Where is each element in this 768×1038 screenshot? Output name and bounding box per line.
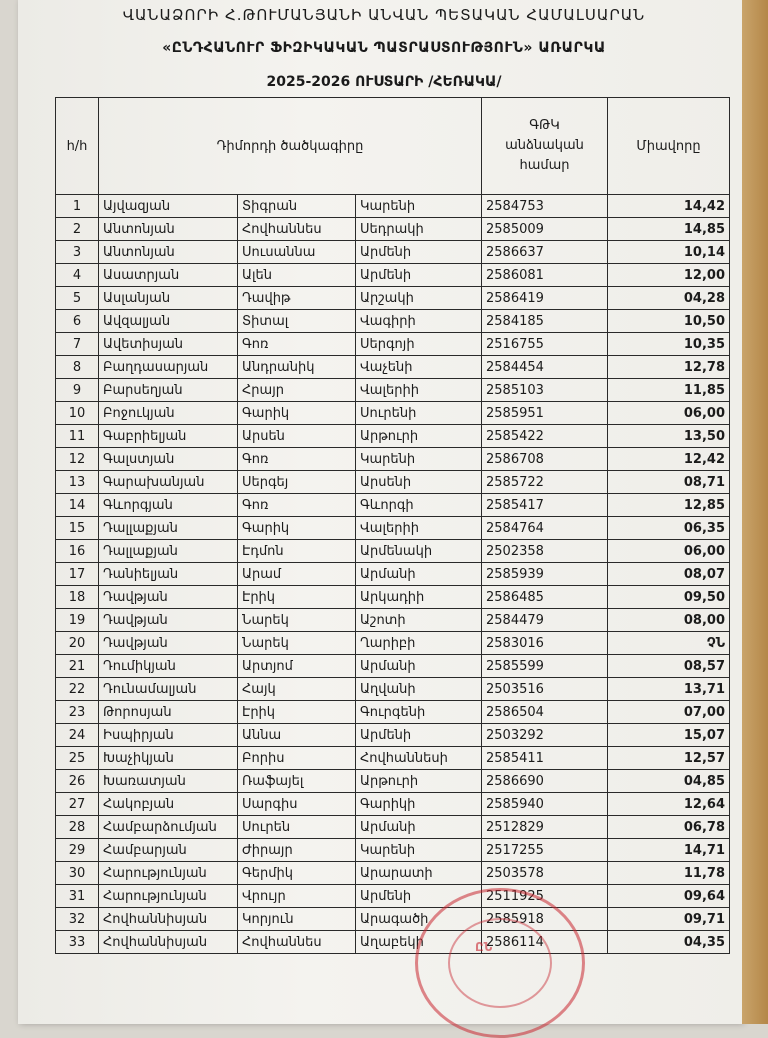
gtk-number-cell: 2586485 bbox=[482, 586, 608, 609]
score-cell: 12,42 bbox=[608, 448, 730, 471]
row-number: 14 bbox=[56, 494, 99, 517]
first-name-cell: Կորյուն bbox=[238, 908, 356, 931]
patronymic-cell: Արմենի bbox=[356, 264, 482, 287]
gtk-number-cell: 2585417 bbox=[482, 494, 608, 517]
first-name-cell: Սերգեյ bbox=[238, 471, 356, 494]
table-row bbox=[56, 356, 730, 379]
table-body bbox=[56, 195, 730, 954]
patronymic-cell: Աղաբեկի bbox=[356, 931, 482, 954]
gtk-number-cell: 2584479 bbox=[482, 609, 608, 632]
gtk-number-cell: 2585940 bbox=[482, 793, 608, 816]
patronymic-cell: Սուրենի bbox=[356, 402, 482, 425]
surname-cell: Անտոնյան bbox=[99, 241, 238, 264]
table-row bbox=[56, 494, 730, 517]
gtk-number-cell: 2585103 bbox=[482, 379, 608, 402]
surname-cell: Դավթյան bbox=[99, 586, 238, 609]
first-name-cell: Նարեկ bbox=[238, 632, 356, 655]
row-number: 22 bbox=[56, 678, 99, 701]
table-row bbox=[56, 908, 730, 931]
score-cell: 09,50 bbox=[608, 586, 730, 609]
gtk-number-cell: 2585599 bbox=[482, 655, 608, 678]
gtk-number-cell: 2503516 bbox=[482, 678, 608, 701]
patronymic-cell: Արագածի bbox=[356, 908, 482, 931]
gtk-number-cell: 2583016 bbox=[482, 632, 608, 655]
gtk-number-cell: 2517255 bbox=[482, 839, 608, 862]
gtk-number-cell: 2586081 bbox=[482, 264, 608, 287]
header-gtk-line3: համար bbox=[519, 158, 570, 173]
table-row bbox=[56, 931, 730, 954]
year-title: 2025-2026 ՈՒՍՏԱՐԻ /ՀԵՌԱԿԱ/ bbox=[266, 74, 502, 90]
score-cell: 15,07 bbox=[608, 724, 730, 747]
patronymic-cell: Գուրգենի bbox=[356, 701, 482, 724]
gtk-number-cell: 2584753 bbox=[482, 195, 608, 218]
row-number: 6 bbox=[56, 310, 99, 333]
first-name-cell: Գարիկ bbox=[238, 402, 356, 425]
surname-cell: Բաղդասարյան bbox=[99, 356, 238, 379]
table-row bbox=[56, 816, 730, 839]
table-row bbox=[56, 793, 730, 816]
first-name-cell: Արամ bbox=[238, 563, 356, 586]
surname-cell: Գարախանյան bbox=[99, 471, 238, 494]
table-row bbox=[56, 310, 730, 333]
first-name-cell: Նարեկ bbox=[238, 609, 356, 632]
surname-cell: Համբարձումյան bbox=[99, 816, 238, 839]
surname-cell: Բարսեղյան bbox=[99, 379, 238, 402]
surname-cell: Դավթյան bbox=[99, 632, 238, 655]
surname-cell: Խաչիկյան bbox=[99, 747, 238, 770]
row-number: 15 bbox=[56, 517, 99, 540]
table-row bbox=[56, 241, 730, 264]
table-row bbox=[56, 402, 730, 425]
first-name-cell: Բորիս bbox=[238, 747, 356, 770]
gtk-number-cell: 2584454 bbox=[482, 356, 608, 379]
score-cell: 07,00 bbox=[608, 701, 730, 724]
score-cell: 06,35 bbox=[608, 517, 730, 540]
table-row bbox=[56, 379, 730, 402]
header-gtk-line2: անձնական bbox=[505, 138, 584, 153]
subject-title: «ԸՆԴՀԱՆՈՒՐ ՖԻԶԻԿԱԿԱՆ ՊԱՏՐԱՍՏՈՒԹՅՈՒՆ» ԱՌԱՐԿԱ bbox=[162, 40, 606, 56]
score-cell: 14,85 bbox=[608, 218, 730, 241]
row-number: 21 bbox=[56, 655, 99, 678]
row-number: 5 bbox=[56, 287, 99, 310]
surname-cell: Հովհաննիսյան bbox=[99, 931, 238, 954]
score-cell: 12,57 bbox=[608, 747, 730, 770]
surname-cell: Այվազյան bbox=[99, 195, 238, 218]
patronymic-cell: Սեդրակի bbox=[356, 218, 482, 241]
row-number: 25 bbox=[56, 747, 99, 770]
first-name-cell: Հովհաննես bbox=[238, 931, 356, 954]
table-row bbox=[56, 448, 730, 471]
patronymic-cell: Արմանի bbox=[356, 563, 482, 586]
gtk-number-cell: 2512829 bbox=[482, 816, 608, 839]
score-cell: 14,42 bbox=[608, 195, 730, 218]
table-row bbox=[56, 563, 730, 586]
first-name-cell: Վրույր bbox=[238, 885, 356, 908]
surname-cell: Դանիելյան bbox=[99, 563, 238, 586]
row-number: 3 bbox=[56, 241, 99, 264]
surname-cell: Դալլաքյան bbox=[99, 517, 238, 540]
patronymic-cell: Աշոտի bbox=[356, 609, 482, 632]
table-row bbox=[56, 425, 730, 448]
patronymic-cell: Գևորգի bbox=[356, 494, 482, 517]
table-row bbox=[56, 609, 730, 632]
table-row bbox=[56, 632, 730, 655]
row-number: 7 bbox=[56, 333, 99, 356]
patronymic-cell: Արթուրի bbox=[356, 770, 482, 793]
first-name-cell: Ռաֆայել bbox=[238, 770, 356, 793]
header-gtk bbox=[482, 98, 608, 195]
stamp-seal-inner bbox=[448, 918, 552, 1008]
table-edge bbox=[742, 0, 768, 1024]
row-number: 32 bbox=[56, 908, 99, 931]
table-row bbox=[56, 747, 730, 770]
score-cell: 12,64 bbox=[608, 793, 730, 816]
gtk-number-cell: 2503292 bbox=[482, 724, 608, 747]
row-number: 11 bbox=[56, 425, 99, 448]
first-name-cell: Հայկ bbox=[238, 678, 356, 701]
first-name-cell: Ալեն bbox=[238, 264, 356, 287]
surname-cell: Համբարյան bbox=[99, 839, 238, 862]
gtk-number-cell: 2516755 bbox=[482, 333, 608, 356]
surname-cell: Գևորգյան bbox=[99, 494, 238, 517]
first-name-cell: Դավիթ bbox=[238, 287, 356, 310]
row-number: 1 bbox=[56, 195, 99, 218]
score-cell: 08,71 bbox=[608, 471, 730, 494]
table-row bbox=[56, 287, 730, 310]
gtk-number-cell: 2585411 bbox=[482, 747, 608, 770]
surname-cell: Հակոբյան bbox=[99, 793, 238, 816]
surname-cell: Հովհաննիսյան bbox=[99, 908, 238, 931]
surname-cell: Անտոնյան bbox=[99, 218, 238, 241]
first-name-cell: Աննա bbox=[238, 724, 356, 747]
score-cell: 14,71 bbox=[608, 839, 730, 862]
table-row bbox=[56, 333, 730, 356]
first-name-cell: Ժիրայր bbox=[238, 839, 356, 862]
score-cell: 11,85 bbox=[608, 379, 730, 402]
first-name-cell: Հրայր bbox=[238, 379, 356, 402]
score-cell: 11,78 bbox=[608, 862, 730, 885]
gtk-number-cell: 2585939 bbox=[482, 563, 608, 586]
patronymic-cell: Գարիկի bbox=[356, 793, 482, 816]
gtk-number-cell: 2586419 bbox=[482, 287, 608, 310]
table-row bbox=[56, 678, 730, 701]
score-cell: 04,35 bbox=[608, 931, 730, 954]
patronymic-cell: Արթուրի bbox=[356, 425, 482, 448]
patronymic-cell: Արսենի bbox=[356, 471, 482, 494]
surname-cell: Գաբրիելյան bbox=[99, 425, 238, 448]
table-row bbox=[56, 655, 730, 678]
score-cell: 04,28 bbox=[608, 287, 730, 310]
first-name-cell: Արսեն bbox=[238, 425, 356, 448]
row-number: 23 bbox=[56, 701, 99, 724]
first-name-cell: Էդմոն bbox=[238, 540, 356, 563]
first-name-cell: Գոռ bbox=[238, 448, 356, 471]
first-name-cell: Գոռ bbox=[238, 333, 356, 356]
results-table bbox=[55, 97, 730, 954]
score-cell: 06,00 bbox=[608, 540, 730, 563]
surname-cell: Իսպիրյան bbox=[99, 724, 238, 747]
row-number: 19 bbox=[56, 609, 99, 632]
table-row bbox=[56, 218, 730, 241]
patronymic-cell: Վագիրի bbox=[356, 310, 482, 333]
patronymic-cell: Հովհաննեսի bbox=[356, 747, 482, 770]
row-number: 31 bbox=[56, 885, 99, 908]
row-number: 16 bbox=[56, 540, 99, 563]
row-number: 28 bbox=[56, 816, 99, 839]
score-cell: 13,50 bbox=[608, 425, 730, 448]
gtk-number-cell: 2585009 bbox=[482, 218, 608, 241]
row-number: 26 bbox=[56, 770, 99, 793]
gtk-number-cell: 2584764 bbox=[482, 517, 608, 540]
gtk-number-cell: 2585918 bbox=[482, 908, 608, 931]
header-score: Միավորը bbox=[608, 98, 730, 195]
score-cell: 04,85 bbox=[608, 770, 730, 793]
first-name-cell: Գոռ bbox=[238, 494, 356, 517]
row-number: 33 bbox=[56, 931, 99, 954]
row-number: 4 bbox=[56, 264, 99, 287]
surname-cell: Բոջուկյան bbox=[99, 402, 238, 425]
row-number: 9 bbox=[56, 379, 99, 402]
table-row bbox=[56, 195, 730, 218]
patronymic-cell: Արշակի bbox=[356, 287, 482, 310]
first-name-cell: Գերմիկ bbox=[238, 862, 356, 885]
header-num: հ/հ bbox=[56, 98, 99, 195]
patronymic-cell: Արկադիի bbox=[356, 586, 482, 609]
score-cell: 06,00 bbox=[608, 402, 730, 425]
gtk-number-cell: 2585951 bbox=[482, 402, 608, 425]
row-number: 8 bbox=[56, 356, 99, 379]
row-number: 27 bbox=[56, 793, 99, 816]
surname-cell: Ասլանյան bbox=[99, 287, 238, 310]
gtk-number-cell: 2586690 bbox=[482, 770, 608, 793]
university-title: ՎԱՆԱՁՈՐԻ Հ.ԹՈՒՄԱՆՅԱՆԻ ԱՆՎԱՆ ՊԵՏԱԿԱՆ ՀԱՄԱԼՍԱՐԱՆ bbox=[122, 6, 646, 24]
score-cell: 12,85 bbox=[608, 494, 730, 517]
patronymic-cell: Արմանի bbox=[356, 655, 482, 678]
gtk-number-cell: 2502358 bbox=[482, 540, 608, 563]
table-row bbox=[56, 862, 730, 885]
row-number: 17 bbox=[56, 563, 99, 586]
first-name-cell: Տիտալ bbox=[238, 310, 356, 333]
surname-cell: Դունամալյան bbox=[99, 678, 238, 701]
first-name-cell: Տիգրան bbox=[238, 195, 356, 218]
patronymic-cell: Վալերիի bbox=[356, 517, 482, 540]
row-number: 24 bbox=[56, 724, 99, 747]
stamp-text: ԸՆ bbox=[475, 940, 493, 954]
table-row bbox=[56, 517, 730, 540]
row-number: 20 bbox=[56, 632, 99, 655]
score-cell: 09,64 bbox=[608, 885, 730, 908]
table-row bbox=[56, 770, 730, 793]
score-cell: 10,50 bbox=[608, 310, 730, 333]
surname-cell: Ասատրյան bbox=[99, 264, 238, 287]
patronymic-cell: Կարենի bbox=[356, 448, 482, 471]
patronymic-cell: Աղվանի bbox=[356, 678, 482, 701]
first-name-cell: Էրիկ bbox=[238, 701, 356, 724]
table-header-row bbox=[56, 98, 730, 195]
score-cell: 10,14 bbox=[608, 241, 730, 264]
table-row bbox=[56, 264, 730, 287]
first-name-cell: Սուրեն bbox=[238, 816, 356, 839]
row-number: 18 bbox=[56, 586, 99, 609]
header-applicant-code: Դիմորդի ծածկագիրը bbox=[99, 98, 482, 195]
first-name-cell: Անդրանիկ bbox=[238, 356, 356, 379]
gtk-number-cell: 2586637 bbox=[482, 241, 608, 264]
row-number: 10 bbox=[56, 402, 99, 425]
gtk-number-cell: 2586114 bbox=[482, 931, 608, 954]
patronymic-cell: Կարենի bbox=[356, 195, 482, 218]
row-number: 12 bbox=[56, 448, 99, 471]
table-row bbox=[56, 885, 730, 908]
surname-cell: Թորոսյան bbox=[99, 701, 238, 724]
table-row bbox=[56, 839, 730, 862]
surname-cell: Հարությունյան bbox=[99, 885, 238, 908]
score-cell: ՉՆ bbox=[608, 632, 730, 655]
table-row bbox=[56, 540, 730, 563]
score-cell: 09,71 bbox=[608, 908, 730, 931]
patronymic-cell: Վալերիի bbox=[356, 379, 482, 402]
gtk-number-cell: 2585422 bbox=[482, 425, 608, 448]
patronymic-cell: Արմենակի bbox=[356, 540, 482, 563]
table-row bbox=[56, 724, 730, 747]
gtk-number-cell: 2586708 bbox=[482, 448, 608, 471]
row-number: 13 bbox=[56, 471, 99, 494]
patronymic-cell: Սերգոյի bbox=[356, 333, 482, 356]
first-name-cell: Սուսաննա bbox=[238, 241, 356, 264]
score-cell: 08,00 bbox=[608, 609, 730, 632]
table-row bbox=[56, 701, 730, 724]
patronymic-cell: Արարատի bbox=[356, 862, 482, 885]
score-cell: 06,78 bbox=[608, 816, 730, 839]
gtk-number-cell: 2511925 bbox=[482, 885, 608, 908]
header-gtk-line1: ԳԹԿ bbox=[529, 118, 560, 133]
row-number: 2 bbox=[56, 218, 99, 241]
first-name-cell: Սարգիս bbox=[238, 793, 356, 816]
gtk-number-cell: 2585722 bbox=[482, 471, 608, 494]
score-cell: 08,57 bbox=[608, 655, 730, 678]
surname-cell: Հարությունյան bbox=[99, 862, 238, 885]
surname-cell: Ավզալյան bbox=[99, 310, 238, 333]
surname-cell: Գալստյան bbox=[99, 448, 238, 471]
patronymic-cell: Վաչենի bbox=[356, 356, 482, 379]
score-cell: 10,35 bbox=[608, 333, 730, 356]
gtk-number-cell: 2584185 bbox=[482, 310, 608, 333]
table-row bbox=[56, 586, 730, 609]
score-cell: 12,78 bbox=[608, 356, 730, 379]
score-cell: 08,07 bbox=[608, 563, 730, 586]
surname-cell: Ավետիսյան bbox=[99, 333, 238, 356]
first-name-cell: Գարիկ bbox=[238, 517, 356, 540]
surname-cell: Խառատյան bbox=[99, 770, 238, 793]
row-number: 30 bbox=[56, 862, 99, 885]
patronymic-cell: Արմանի bbox=[356, 816, 482, 839]
patronymic-cell: Կարենի bbox=[356, 839, 482, 862]
gtk-number-cell: 2503578 bbox=[482, 862, 608, 885]
score-cell: 12,00 bbox=[608, 264, 730, 287]
patronymic-cell: Արմենի bbox=[356, 724, 482, 747]
first-name-cell: Էրիկ bbox=[238, 586, 356, 609]
table-row bbox=[56, 471, 730, 494]
patronymic-cell: Արմենի bbox=[356, 885, 482, 908]
surname-cell: Դավթյան bbox=[99, 609, 238, 632]
score-cell: 13,71 bbox=[608, 678, 730, 701]
patronymic-cell: Ղարիբի bbox=[356, 632, 482, 655]
row-number: 29 bbox=[56, 839, 99, 862]
gtk-number-cell: 2586504 bbox=[482, 701, 608, 724]
surname-cell: Դումիկյան bbox=[99, 655, 238, 678]
patronymic-cell: Արմենի bbox=[356, 241, 482, 264]
first-name-cell: Արտյոմ bbox=[238, 655, 356, 678]
surname-cell: Դալլաքյան bbox=[99, 540, 238, 563]
first-name-cell: Հովհաննես bbox=[238, 218, 356, 241]
